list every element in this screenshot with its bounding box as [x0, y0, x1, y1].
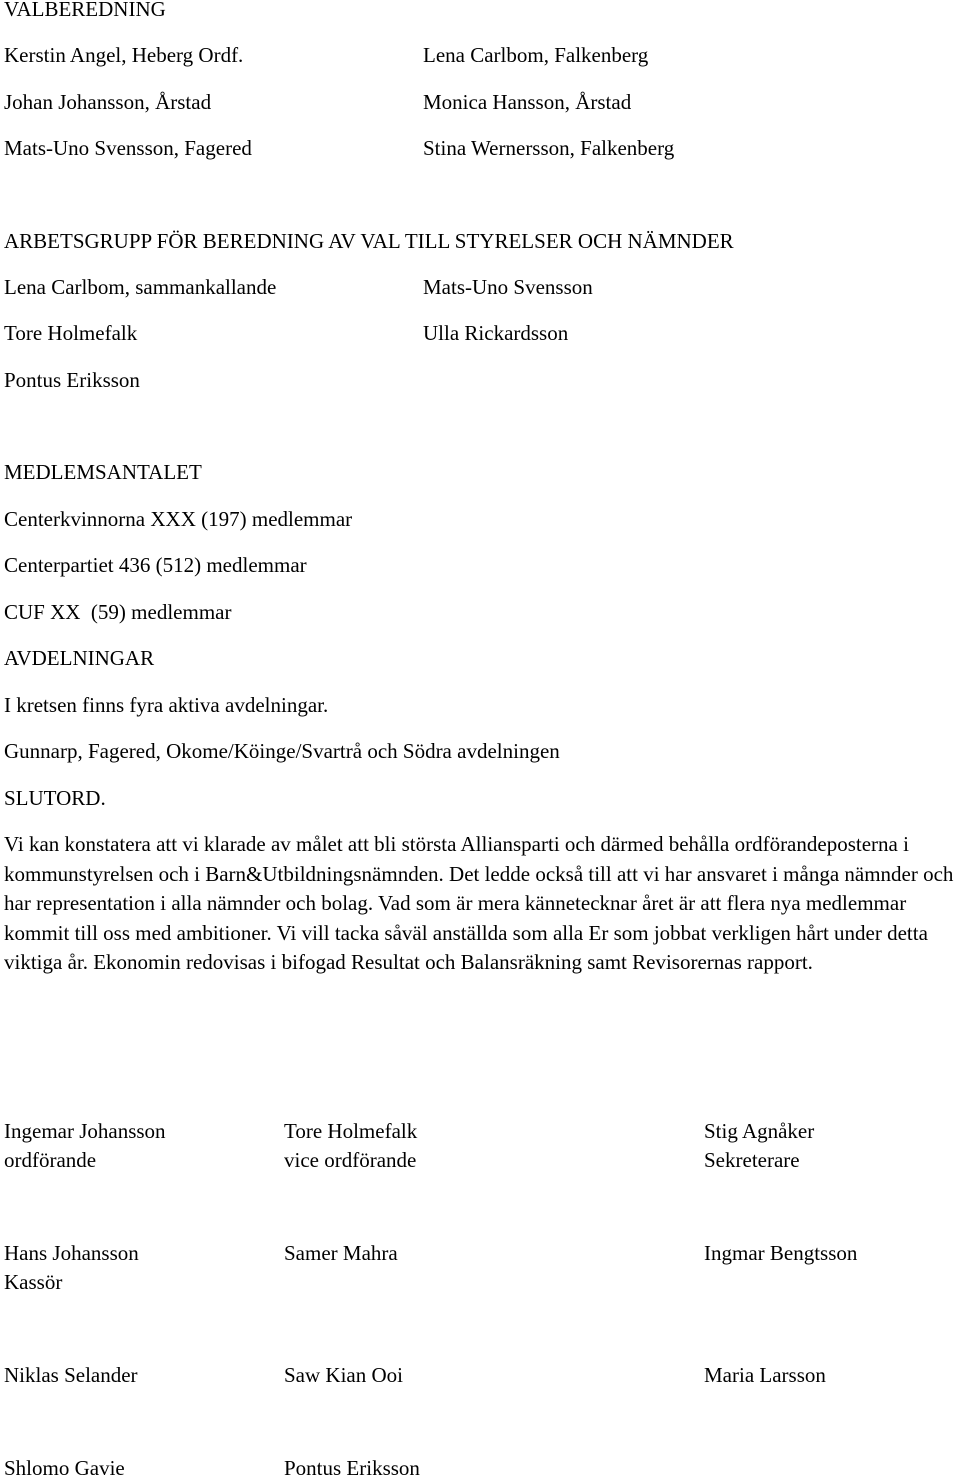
valberedning-member: Stina Wernersson, Falkenberg [423, 136, 675, 160]
signature-name: Samer Mahra [284, 1241, 398, 1265]
signature-name: Pontus Eriksson [284, 1456, 420, 1480]
signature-role: Sekreterare [704, 1148, 800, 1172]
arbetsgrupp-member: Ulla Rickardsson [423, 321, 569, 345]
arbetsgrupp-member: Pontus Eriksson [4, 368, 140, 392]
signature-role: vice ordförande [284, 1148, 417, 1172]
signature-name: Hans Johansson [4, 1241, 139, 1265]
valberedning-member: Lena Carlbom, Falkenberg [423, 43, 649, 67]
signature-name: Stig Agnåker [704, 1119, 815, 1143]
slutord-paragraph: Vi kan konstatera att vi klarade av målet att bli största Alliansparti och därmed behålla ordförandeposterna i kommunstyrelsen och i Barn&Utbildningsnämnden. Det ledde också till att vi har ansvaret i många nämnder och har representation i alla nämnder och bolag. Vad som är mera kännetecknar året är att flera nya medlemmar kommit till oss med ambitioner. Vi vill tacka såväl anställda som alla Er som jobbat verkligen hårt under detta viktiga år. Ekonomin redovisas i bifogad Resultat och Balansräkning samt Revisorernas rapport. [4, 832, 954, 974]
medlemsantalet-heading: MEDLEMSANTALET [4, 460, 202, 484]
avdelningar-line: I kretsen finns fyra aktiva avdelningar. [4, 693, 329, 717]
valberedning-heading: VALBEREDNING [4, 0, 166, 21]
signature-name: Saw Kian Ooi [284, 1363, 403, 1387]
slutord-heading: SLUTORD. [4, 786, 106, 810]
valberedning-member: Johan Johansson, Årstad [4, 90, 212, 114]
arbetsgrupp-member: Lena Carlbom, sammankallande [4, 275, 277, 299]
signature-name: Ingmar Bengtsson [704, 1241, 858, 1265]
signature-name: Tore Holmefalk [284, 1119, 418, 1143]
avdelningar-heading: AVDELNINGAR [4, 646, 155, 670]
signature-name: Ingemar Johansson [4, 1119, 166, 1143]
medlemsantalet-line: Centerpartiet 436 (512) medlemmar [4, 553, 307, 577]
signature-role: ordförande [4, 1148, 97, 1172]
valberedning-member: Kerstin Angel, Heberg Ordf. [4, 43, 244, 67]
signature-name: Shlomo Gavie [4, 1456, 125, 1480]
valberedning-member: Monica Hansson, Årstad [423, 90, 632, 114]
arbetsgrupp-member: Mats-Uno Svensson [423, 275, 593, 299]
signature-role: Kassör [4, 1270, 63, 1294]
signature-name: Maria Larsson [704, 1363, 826, 1387]
valberedning-member: Mats-Uno Svensson, Fagered [4, 136, 252, 160]
arbetsgrupp-heading: ARBETSGRUPP FÖR BEREDNING AV VAL TILL STYRELSER OCH NÄMNDER [4, 229, 734, 253]
signature-name: Niklas Selander [4, 1363, 138, 1387]
medlemsantalet-line: CUF XX (59) medlemmar [4, 600, 232, 624]
avdelningar-line: Gunnarp, Fagered, Okome/Köinge/Svartrå och Södra avdelningen [4, 739, 560, 763]
medlemsantalet-line: Centerkvinnorna XXX (197) medlemmar [4, 507, 353, 531]
arbetsgrupp-member: Tore Holmefalk [4, 321, 138, 345]
